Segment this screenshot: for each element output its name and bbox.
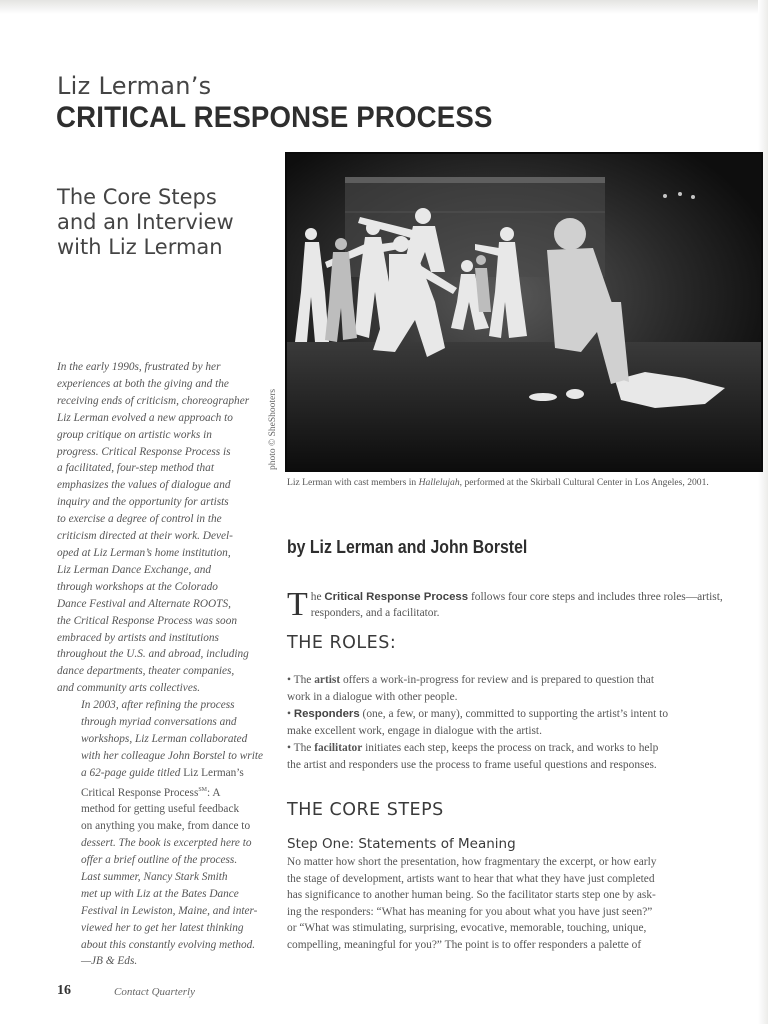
drop-cap: T xyxy=(287,586,308,623)
intro-line: through myriad conversations and xyxy=(81,716,237,729)
intro-line: throughout the U.S. and abroad, including xyxy=(57,648,249,661)
intro-line: oped at Liz Lerman’s home institution, xyxy=(57,546,231,559)
intro-line: Dance Festival and Alternate ROOTS, xyxy=(57,597,231,610)
intro-line: In the early 1990s, frustrated by her xyxy=(57,361,221,373)
subtitle xyxy=(57,185,277,260)
bullet-text: • The xyxy=(287,674,315,686)
caption-work-title: Hallelujah xyxy=(418,477,460,488)
page-number: 16 xyxy=(57,983,71,998)
subtitle-line: and an Interview xyxy=(57,210,234,234)
intro-line xyxy=(57,765,263,782)
page-top-shadow xyxy=(0,0,768,14)
book-title-tail: : A xyxy=(207,786,221,799)
intro-line: through workshops at the Colorado xyxy=(57,580,218,593)
roles-list xyxy=(287,672,723,773)
caption-text: , performed at the Skirball Cultural Center in Los Angeles, 2001. xyxy=(459,477,709,488)
step-one-title: Step One: Statements of Meaning xyxy=(287,836,516,852)
intro-line: group critique on artistic works in xyxy=(57,428,212,441)
intro-line: viewed her to get her latest thinking xyxy=(81,921,244,934)
intro-line: embraced by artists and institutions xyxy=(57,631,219,644)
intro-column xyxy=(57,359,263,970)
book-title: Liz Lerman’s xyxy=(183,766,244,779)
role-name: Responders xyxy=(293,707,360,720)
book-title: Critical Response Process xyxy=(81,786,199,799)
byline: by Liz Lerman and John Borstel xyxy=(287,537,528,557)
role-artist xyxy=(287,672,723,706)
role-text: initiates each step, keeps the process on track, and works to help xyxy=(362,741,659,754)
subtitle-line: The Core Steps xyxy=(57,185,217,209)
intro-line: dessert. The book is excerpted here to xyxy=(81,837,252,850)
role-line: the artist and responders use the process to frame useful questions and responses. xyxy=(287,758,657,771)
role-line: make excellent work, engage in dialogue with the artist. xyxy=(287,724,542,737)
intro-line: Last summer, Nancy Stark Smith xyxy=(81,870,228,883)
service-mark: SM xyxy=(198,786,208,793)
intro-paragraph-1 xyxy=(57,359,263,697)
intro-line: method for getting useful feedback xyxy=(81,803,240,816)
intro-line: and community arts collectives. xyxy=(57,682,201,695)
role-line: work in a dialogue with other people. xyxy=(287,690,458,703)
role-responders xyxy=(287,706,723,740)
core-steps-heading: THE CORE STEPS xyxy=(287,800,444,820)
step-line: ing the responders: “What has meaning for you about what you have just seen?” xyxy=(287,905,653,918)
step-line: compelling, meaningful for you?” The point is to offer responders a palette of xyxy=(287,938,642,951)
intro-text: a 62-page guide titled xyxy=(81,766,184,779)
subtitle-line: with Liz Lerman xyxy=(57,235,223,259)
title-line-2: CRITICAL RESPONSE PROCESS xyxy=(56,101,493,134)
intro-line: receiving ends of criticism, choreographer xyxy=(57,394,250,407)
bullet-text: • The xyxy=(287,741,315,754)
intro-paragraph-2 xyxy=(57,697,263,869)
intro-line: workshops, Liz Lerman collaborated xyxy=(81,732,248,745)
intro-line: Liz Lerman Dance Exchange, and xyxy=(57,563,212,576)
caption-text: Liz Lerman with cast members in xyxy=(287,477,419,488)
roles-heading: THE ROLES: xyxy=(287,633,397,653)
photo-illustration xyxy=(285,152,763,472)
step-line: the stage of development, artists want to hear that what they have just completed xyxy=(287,872,655,885)
role-text: (one, a few, or many), committed to supporting the artist’s intent to xyxy=(359,707,669,720)
role-line xyxy=(287,706,723,723)
step-line: No matter how short the presentation, how fragmentary the excerpt, or how early xyxy=(287,856,657,868)
intro-line xyxy=(57,782,263,802)
intro-line: the Critical Response Process was soon xyxy=(57,614,238,627)
intro-line: criticism directed at their work. Devel- xyxy=(57,530,233,543)
bullet-text: • xyxy=(287,707,294,720)
intro-line: Liz Lerman evolved a new approach to xyxy=(57,411,233,424)
intro-line: offer a brief outline of the process. xyxy=(81,854,238,867)
role-name: artist xyxy=(314,674,341,686)
role-text: offers a work-in-progress for review and is prepared to question that xyxy=(340,674,655,686)
title-line-1: Liz Lerman’s xyxy=(57,72,212,100)
intro-line: on anything you make, from dance to xyxy=(81,820,251,833)
step-line: or “What was stimulating, surprising, evocative, memorable, touching, unique, xyxy=(287,922,647,934)
step-one-body xyxy=(287,854,723,953)
intro-line: a facilitated, four-step method that xyxy=(57,462,214,475)
photo-credit: photo © SheShooters xyxy=(268,388,278,470)
role-line xyxy=(287,740,723,757)
role-line xyxy=(287,672,723,689)
intro-line: to exercise a degree of control in the xyxy=(57,513,222,526)
intro-line: In 2003, after refining the process xyxy=(81,699,235,712)
intro-line: met up with Liz at the Bates Dance xyxy=(81,887,239,900)
intro-line: about this constantly evolving method. xyxy=(81,938,256,951)
role-facilitator xyxy=(287,740,723,774)
performance-photo xyxy=(285,152,763,472)
role-name: facilitator xyxy=(314,741,363,754)
intro-line: emphasizes the values of dialogue and xyxy=(57,479,231,492)
intro-line: with her colleague John Borstel to write xyxy=(81,749,263,762)
intro-line: experiences at both the giving and the xyxy=(57,377,229,390)
step-line: has significance to another human being. So the facilitator starts step one by ask- xyxy=(287,889,656,901)
lead-paragraph xyxy=(287,586,727,623)
journal-name: Contact Quarterly xyxy=(114,986,195,998)
intro-line: Festival in Lewiston, Maine, and inter- xyxy=(81,904,258,917)
lead-text: he xyxy=(310,591,325,603)
intro-line: progress. Critical Response Process is xyxy=(57,445,231,458)
photo-caption xyxy=(287,477,727,490)
intro-line: inquiry and the opportunity for artists xyxy=(57,496,229,509)
lead-text: follows four core steps and includes three roles—artist, responders, and a facilitator. xyxy=(310,591,723,619)
intro-line: —JB & Eds. xyxy=(81,955,138,968)
intro-paragraph-3 xyxy=(57,869,263,970)
lead-bold: Critical Response Process xyxy=(324,591,469,603)
intro-line: dance departments, theater companies, xyxy=(57,665,235,678)
